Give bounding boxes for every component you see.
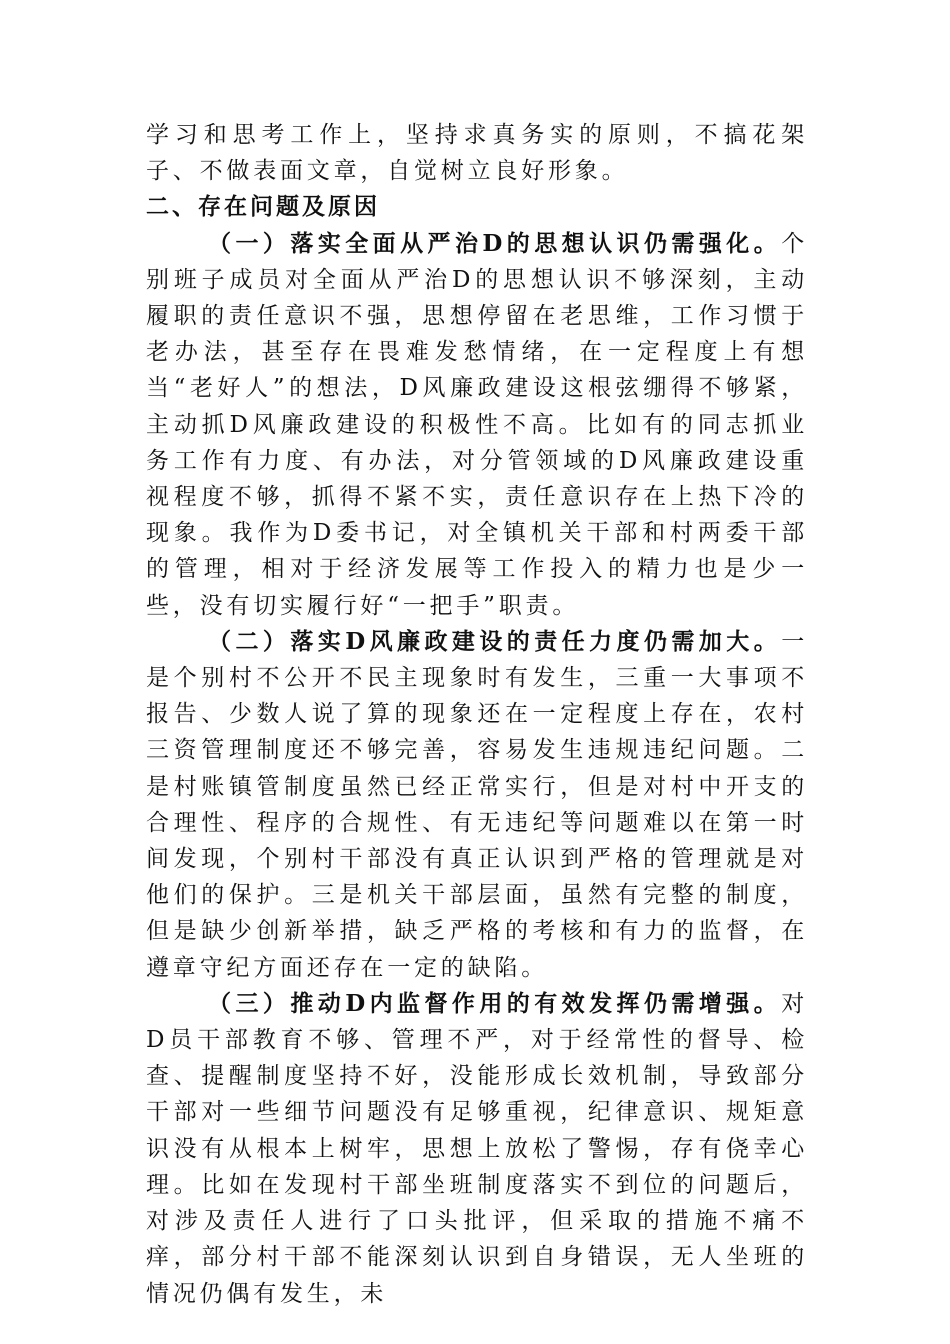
paragraph-item-2 — [146, 624, 808, 986]
paragraph-lead: （一）落实全面从严治D的思想认识仍需强化。 — [208, 229, 782, 257]
paragraph-body: 个别班子成员对全面从严治D的思想认识不够深刻，主动履职的责任意识不强，思想停留在老思维，工作习惯于老办法，甚至存在畏难发愁情绪，在一定程度上有想当“老好人”的想法，D风廉政建设这根弦绷得不够紧，主动抓D风廉政建设的积极性不高。比如有的同志抓业务工作有力度、有办法，对分管领域的D风廉政建设重视程度不够，抓得不紧不实，责任意识存在上热下冷的现象。我作为D委书记，对全镇机关干部和村两委干部的管理，相对于经济发展等工作投入的精力也是少一些，没有切实履行好“一把手”职责。 — [146, 230, 808, 619]
paragraph-item-1 — [146, 226, 808, 624]
paragraph-body: 一是个别村不公开不民主现象时有发生，三重一大事项不报告、少数人说了算的现象还在一定程度上存在，农村三资管理制度还不够完善，容易发生违规违纪问题。二是村账镇管制度虽然已经正常实行，但是对村中开支的合理性、程序的合规性、有无违纪等问题难以在第一时间发现，个别村干部没有真正认识到严格的管理就是对他们的保护。三是机关干部层面，虽然有完整的制度，但是缺少创新举措，缺乏严格的考核和有力的监督，在遵章守纪方面还存在一定的缺陷。 — [146, 628, 808, 981]
section-heading: 二、存在问题及原因 — [146, 194, 380, 221]
paragraph-body: 对D员干部教育不够、管理不严，对于经常性的督导、检查、提醒制度坚持不好，没能形成长效机制，导致部分干部对一些细节问题没有足够重视，纪律意识、规矩意识没有从根本上树牢，思想上放松了警惕，存有侥幸心理。比如在发现村干部坐班制度落实不到位的问题后，对涉及责任人进行了口头批评，但采取的措施不痛不痒，部分村干部不能深刻认识到自身错误，无人坐班的情况仍偶有发生，未 — [146, 990, 808, 1307]
paragraph-lead: （二）落实D风廉政建设的责任力度仍需加大。 — [208, 627, 782, 655]
paragraph-item-3 — [146, 986, 808, 1312]
document-body — [146, 117, 808, 1312]
intro-paragraph: 学习和思考工作上，坚持求真务实的原则，不搞花架子、不做表面文章，自觉树立良好形象。 — [146, 122, 808, 185]
paragraph-lead: （三）推动D内监督作用的有效发挥仍需增强。 — [208, 989, 782, 1017]
